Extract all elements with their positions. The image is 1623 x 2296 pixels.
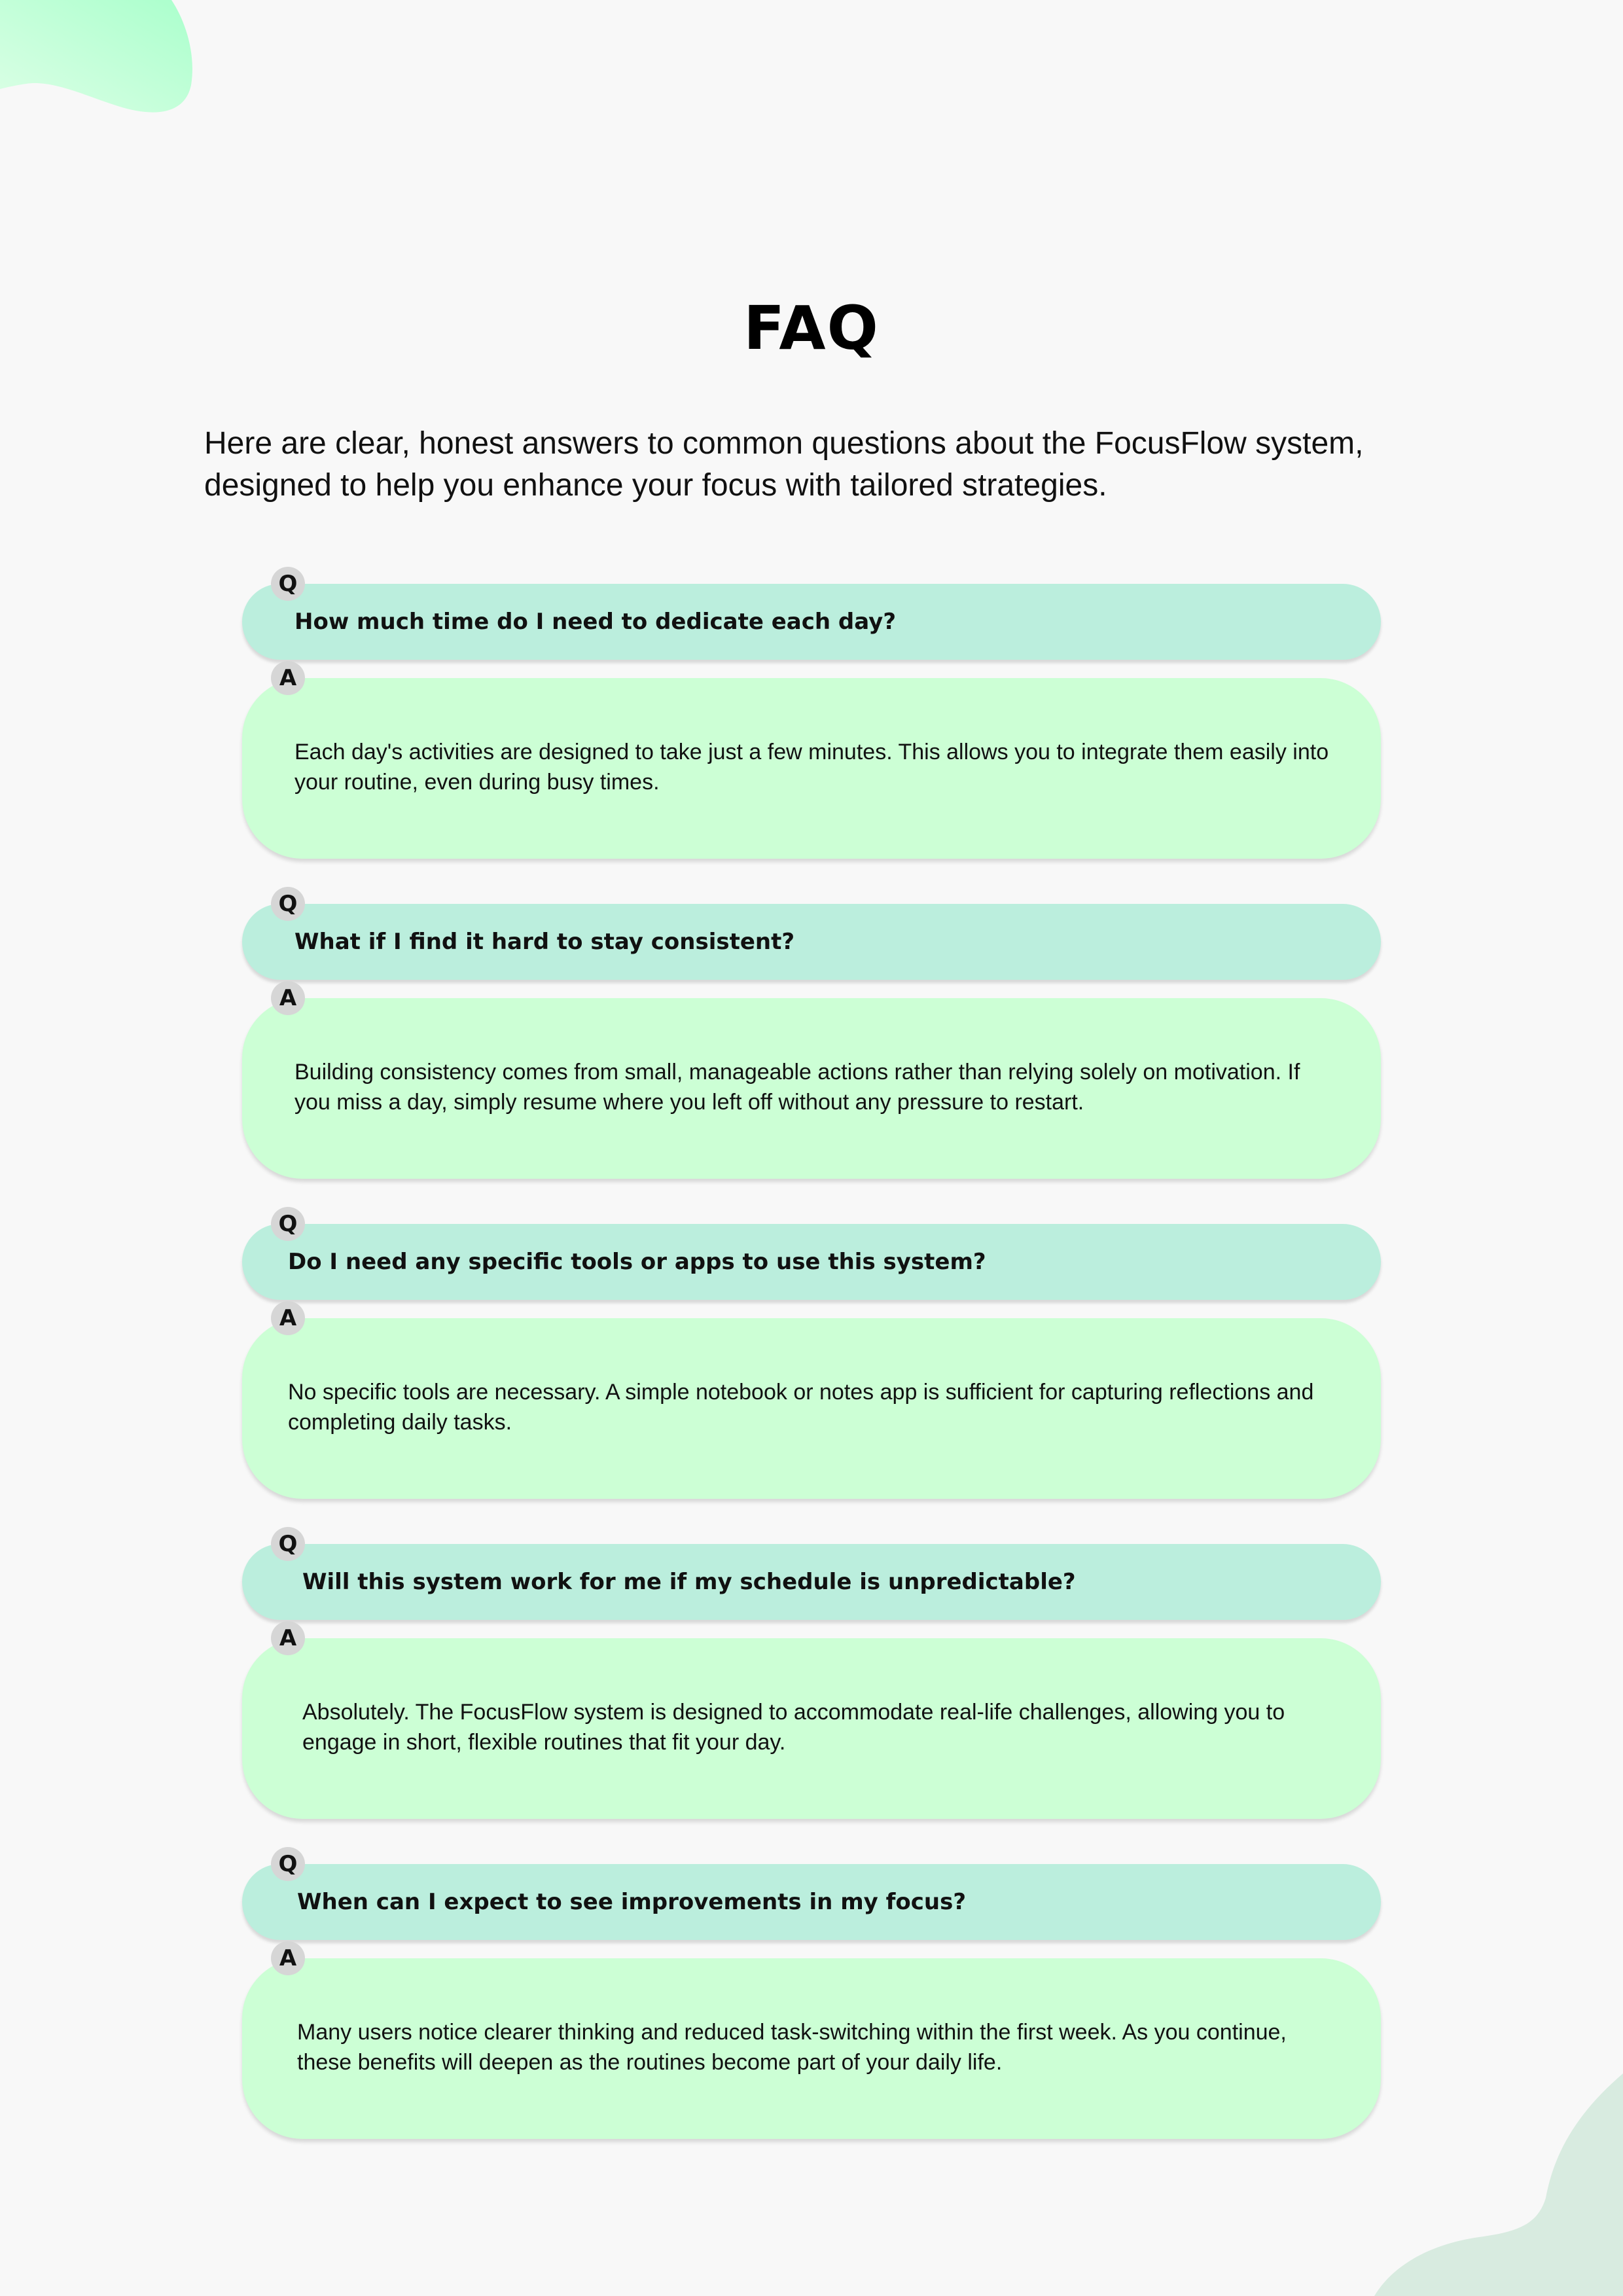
- question-bar: [242, 1864, 1381, 1940]
- faq-item: [242, 571, 1381, 859]
- faq-item: [242, 1851, 1381, 2139]
- answer-text: Each day's activities are designed to take just a few minutes. This allows you to integrate them easily into your routine, even during busy times.: [294, 740, 1329, 795]
- decorative-blob-top: [0, 0, 196, 118]
- question-text: What if I find it hard to stay consistent?: [294, 929, 795, 955]
- faq-item: [242, 891, 1381, 1179]
- question-badge: Q: [271, 1847, 305, 1881]
- question-badge: Q: [271, 1527, 305, 1561]
- answer-badge: A: [271, 981, 305, 1015]
- answer-box: [242, 1318, 1381, 1499]
- question-bar: [242, 904, 1381, 980]
- answer-text: Building consistency comes from small, manageable actions rather than relying solely on motivation. If you miss a day, simply resume where you left off without any pressure to restart.: [294, 1060, 1300, 1115]
- answer-text: No specific tools are necessary. A simple notebook or notes app is sufficient for capturing reflections and completing daily tasks.: [288, 1380, 1314, 1435]
- answer-badge: A: [271, 1621, 305, 1655]
- question-bar: [242, 1544, 1381, 1620]
- question-text: How much time do I need to dedicate each day?: [294, 609, 897, 635]
- answer-box: [242, 1638, 1381, 1819]
- answer-text: Absolutely. The FocusFlow system is designed to accommodate real-life challenges, allowing you to engage in short, flexible routines that fit your day.: [302, 1700, 1285, 1755]
- answer-badge: A: [271, 661, 305, 695]
- question-text: Do I need any specific tools or apps to use this system?: [288, 1249, 986, 1275]
- answer-text: Many users notice clearer thinking and reduced task-switching within the first week. As you continue, these benefits will deepen as the routines become part of your daily life.: [297, 2020, 1287, 2075]
- question-badge: Q: [271, 1207, 305, 1241]
- answer-box: [242, 998, 1381, 1179]
- answer-badge: A: [271, 1941, 305, 1975]
- answer-badge: A: [271, 1301, 305, 1335]
- question-text: When can I expect to see improvements in my focus?: [297, 1889, 967, 1915]
- question-text: Will this system work for me if my schedule is unpredictable?: [302, 1569, 1076, 1595]
- faq-item: [242, 1211, 1381, 1499]
- question-badge: Q: [271, 567, 305, 601]
- intro-text: Here are clear, honest answers to common questions about the FocusFlow system, designed to help you enhance your focus with tailored strategies.: [204, 426, 1364, 503]
- decorative-blob-bottom: [1374, 2073, 1623, 2296]
- question-badge: Q: [271, 887, 305, 921]
- question-bar: [242, 1224, 1381, 1300]
- question-bar: [242, 584, 1381, 660]
- faq-item: [242, 1531, 1381, 1819]
- page-title: FAQ: [743, 293, 880, 363]
- answer-box: [242, 1958, 1381, 2139]
- answer-box: [242, 678, 1381, 859]
